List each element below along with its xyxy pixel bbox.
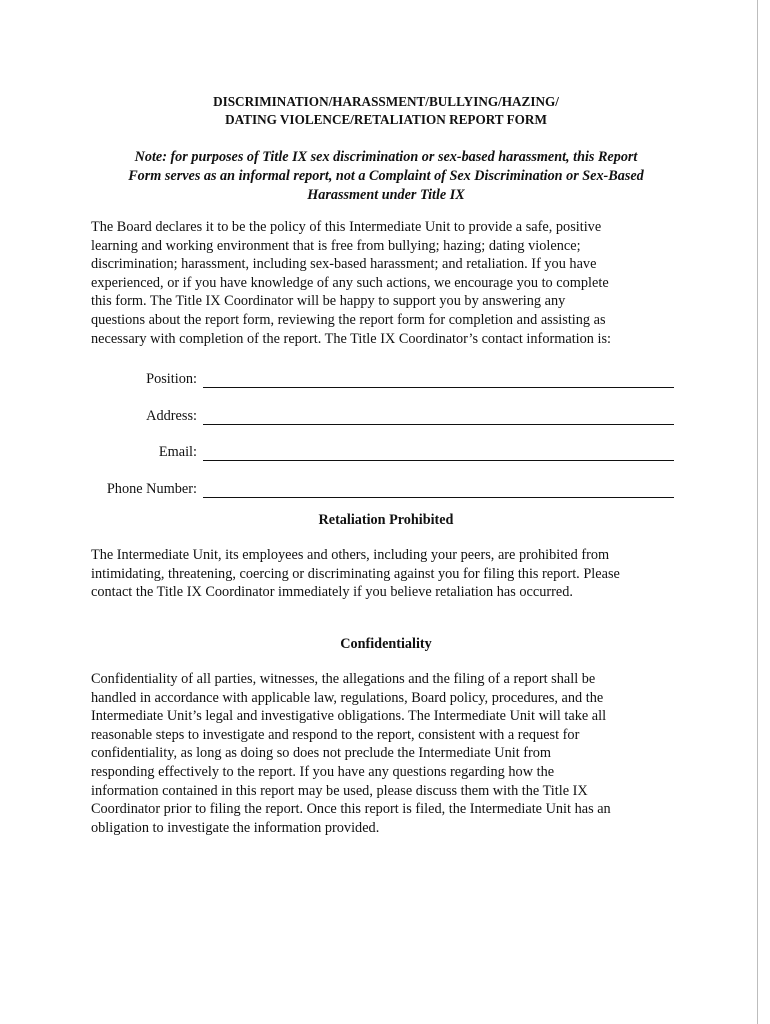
intro-line: necessary with completion of the report. The Title IX Coordinator’s contact information is: xyxy=(91,330,612,347)
email-label: Email: xyxy=(158,444,197,461)
page-edge-divider xyxy=(757,0,758,1024)
position-blank-line[interactable] xyxy=(203,370,674,388)
confidentiality-line: reasonable steps to investigate and respond to the report, consistent with a request for xyxy=(91,726,580,743)
intro-line: questions about the report form, reviewing the report form for completion and assisting as xyxy=(91,311,606,328)
form-title-line-2: DATING VIOLENCE/RETALIATION REPORT FORM xyxy=(225,112,547,127)
confidentiality-line: obligation to investigate the information provided. xyxy=(91,819,380,836)
intro-line: discrimination; harassment, including sex-based harassment; and retaliation. If you have xyxy=(91,256,597,273)
note-line-2: Form serves as an informal report, not a Complaint of Sex Discrimination or Sex-Based xyxy=(128,168,644,184)
confidentiality-line: Intermediate Unit’s legal and investigative obligations. The Intermediate Unit will take all xyxy=(91,708,607,725)
confidentiality-line: Coordinator prior to filing the report. Once this report is filed, the Intermediate Unit has an xyxy=(91,801,611,818)
phone-field-row xyxy=(91,476,681,498)
address-field-row xyxy=(91,403,681,425)
confidentiality-line: Confidentiality of all parties, witnesses, the allegations and the filing of a report shall be xyxy=(91,670,596,687)
confidentiality-paragraph xyxy=(91,670,681,837)
title-ix-note xyxy=(91,148,681,205)
phone-number-label: Phone Number: xyxy=(106,480,197,497)
note-line-1: Note: for purposes of Title IX sex discrimination or sex-based harassment, this Report xyxy=(134,149,638,165)
position-field-row xyxy=(91,366,681,388)
retaliation-line: contact the Title IX Coordinator immediately if you believe retaliation has occurred. xyxy=(91,584,573,601)
retaliation-line: intimidating, threatening, coercing or discriminating against you for filing this report. Please xyxy=(91,565,620,582)
form-title-line-1: DISCRIMINATION/HARASSMENT/BULLYING/HAZING/ xyxy=(213,94,559,109)
position-label: Position: xyxy=(146,371,197,388)
intro-line: this form. The Title IX Coordinator will be happy to support you by answering any xyxy=(91,293,566,310)
confidentiality-line: information contained in this report may be used, please discuss them with the Title IX xyxy=(91,782,588,799)
coordinator-contact-fields xyxy=(91,366,681,498)
note-line-3: Harassment under Title IX xyxy=(307,187,465,203)
confidentiality-line: confidentiality, as long as doing so does not preclude the Intermediate Unit from xyxy=(91,745,552,762)
phone-number-blank-line[interactable] xyxy=(203,480,674,498)
email-field-row xyxy=(91,439,681,461)
document-content xyxy=(91,93,681,837)
retaliation-paragraph xyxy=(91,546,681,602)
address-label: Address: xyxy=(146,407,197,424)
confidentiality-heading: Confidentiality xyxy=(340,635,432,652)
email-blank-line[interactable] xyxy=(203,443,674,461)
confidentiality-line: handled in accordance with applicable law, regulations, Board policy, procedures, and the xyxy=(91,689,604,706)
intro-line: The Board declares it to be the policy of this Intermediate Unit to provide a safe, positive xyxy=(91,219,602,235)
retaliation-heading: Retaliation Prohibited xyxy=(318,512,454,529)
retaliation-line: The Intermediate Unit, its employees and others, including your peers, are prohibited from xyxy=(91,547,610,564)
form-title xyxy=(91,93,681,129)
intro-line: experienced, or if you have knowledge of any such actions, we encourage you to complete xyxy=(91,274,609,291)
intro-line: learning and working environment that is free from bullying; hazing; dating violence; xyxy=(91,237,581,254)
intro-paragraph xyxy=(91,218,681,348)
address-blank-line[interactable] xyxy=(203,407,674,425)
confidentiality-line: responding effectively to the report. If you have any questions regarding how the xyxy=(91,763,555,780)
